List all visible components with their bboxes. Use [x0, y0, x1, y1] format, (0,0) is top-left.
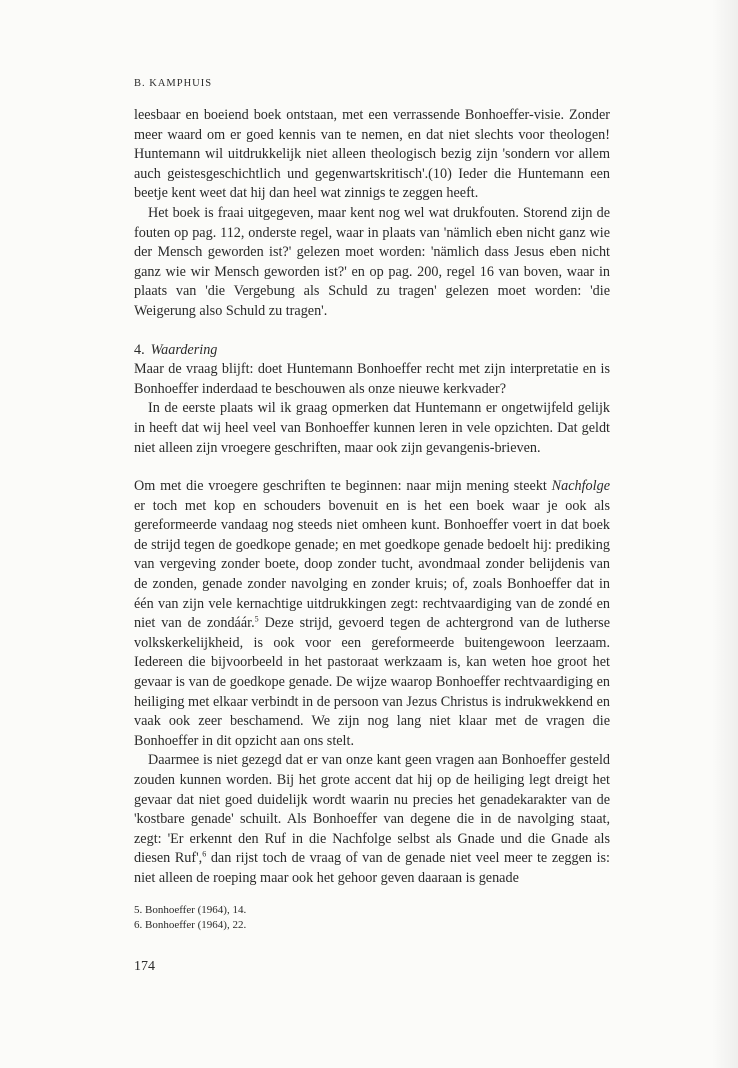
footnote-6: 6. Bonhoeffer (1964), 22. [134, 918, 247, 931]
top-text-block [134, 106, 610, 322]
lower-text-block [134, 477, 610, 888]
paragraph-intro: leesbaar en boeiend boek ontstaan, met een verrassende Bonhoeffer-visie. Zonder meer waard om er goed kennis van te nemen, en dat niet slechts voor theologen! Huntemann wil uitdrukkelijk niet alleen theologisch bezig zijn 'sondern vor allem auch geistesgeschichtlich und gegenwartskritisch'.(10) Ieder die Huntemann een beetje kent weet dat hij dan heel wat zinnigs te zeggen heeft. [134, 107, 610, 202]
running-head: B. KAMPHUIS [134, 78, 213, 89]
text-run: er toch met kop en schouders bovenuit en is het een boek waar je ook als gereformeerde vandaag nog steeds niet omheen kunt. Bonhoeffer voert in dat boek de strijd tegen de goedkope genade; en met goedkope genade bedoelt hij: prediking van vergeving zonder boete, doop zonder tucht, avondmaal zonder belijdenis van de zonden, genade zonder navolging en zonder kruis; of, zoals Bonhoeffer dat in één van zijn vele kernachtige uitdrukkingen zegt: rechtvaardiging van de zondé en niet van de zondáár. [134, 497, 610, 632]
page-number: 174 [134, 958, 155, 974]
footnote-ref: 5 [254, 614, 259, 624]
scan-edge-shadow [712, 0, 738, 1068]
text-run: dan rijst toch de vraag of van de genade niet veel meer te zeggen is: niet alleen de roeping maar ook het gehoor geven daaraan is genade [134, 850, 610, 886]
italic-title: Nachfolge [551, 478, 610, 495]
section-waardering [134, 341, 610, 459]
footnote-5: 5. Bonhoeffer (1964), 14. [134, 903, 247, 916]
text-run: Daarmee is niet gezegd dat er van onze kant geen vragen aan Bonhoeffer gesteld zouden kunnen worden. Bij het grote accent dat hij op de heiliging legt dreigt het gevaar dat niet goed duidelijk wordt waarin nu precies het genadekarakter van de 'kostbare genade' schuilt. Als Bonhoeffer van degene die in de navolging staat, zegt: 'Er erkennt den Ruf in die Nachfolge selbst als Gnade und die Gnade als diesen Ruf', [134, 752, 610, 867]
page-content [134, 78, 610, 975]
paragraph-nachfolge [134, 477, 610, 751]
text-run: Deze strijd, gevoerd tegen de achtergrond van de lutherse volkskerkelijkheid, is ook voor een gereformeerde buitengewoon leerzaam. Iedereen die bijvoorbeeld in het pastoraat werkzaam is, kan weten hoe groot het gevaar is van de goedkope genade. De wijze waarop Bonhoeffer rechtvaardiging en heiliging met elkaar verbindt in de persoon van Jezus Christus is indrukwekkend en vaak ook zeer beschamend. We zijn nog lang niet klaar met de vragen die Bonhoeffer in dit opzicht aan ons stelt. [134, 615, 610, 749]
section-number: 4. [134, 341, 145, 358]
paragraph-vraag: Maar de vraag blijft: doet Huntemann Bonhoeffer recht met zijn interpretatie en is Bonhoeffer inderdaad te beschouwen als onze nieuwe kerkvader? [134, 361, 610, 397]
paragraph-daarmee [134, 751, 610, 888]
text-run: Om met die vroegere geschriften te beginnen: naar mijn mening steekt [134, 478, 552, 495]
footnotes [134, 903, 610, 933]
paragraph-drukfouten: Het boek is fraai uitgegeven, maar kent nog wel wat drukfouten. Storend zijn de fouten op pag. 112, onderste regel, waar in plaats van 'nämlich eben nicht ganz wie der Mensch geworden ist?' gelezen moet worden: 'nämlich dass Jesus eben nicht ganz wie wir Mensch geworden ist?' en op pag. 200, regel 16 van boven, waar in plaats van 'die Vergebung als Schuld zu tragen' gelezen moet worden: 'die Weigerung also Schuld zu tragen'. [134, 204, 610, 319]
footnote-ref: 6 [202, 849, 207, 859]
paragraph-eerste-plaats: In de eerste plaats wil ik graag opmerken dat Huntemann er ongetwijfeld gelijk in heeft dat wij heel veel van Bonhoeffer kunnen leren in vele opzichten. Dat geldt niet alleen zijn vroegere geschriften, maar ook zijn gevangenis-brieven. [134, 400, 610, 456]
section-heading [134, 341, 610, 361]
section-title: Waardering [150, 341, 218, 358]
